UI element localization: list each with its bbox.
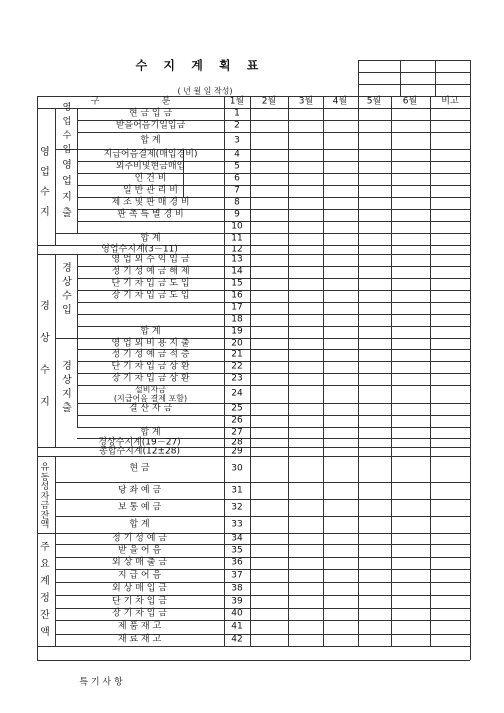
row-number-1: 1: [234, 108, 240, 119]
row-label-42: 재 료 재 고: [117, 634, 162, 645]
grid-line: [288, 96, 289, 646]
row-number-29: 29: [231, 446, 243, 456]
grid-line: [77, 108, 78, 233]
row-label-24: 설비자금 (지급어음 결제 포함): [113, 385, 188, 403]
row-number-39: 39: [231, 596, 243, 606]
grid-line: [77, 314, 470, 315]
row-number-13: 13: [231, 254, 243, 265]
row-label-9: 판 촉 특 별 경 비: [117, 209, 184, 220]
row-label-2: 받을어음기일입금: [115, 120, 186, 131]
row-label-22: 단 기 차 입 금 상 환: [111, 361, 190, 372]
row-number-7: 7: [234, 185, 240, 196]
row-label-1: 현 금 입 금: [128, 108, 173, 119]
row-number-10: 10: [231, 221, 243, 232]
grid-line: [55, 254, 56, 447]
col-gu: 구: [90, 96, 100, 107]
row-number-15: 15: [231, 278, 243, 289]
row-number-21: 21: [231, 349, 243, 360]
group-operating-income: 영업수입: [62, 103, 72, 155]
grid-line: [358, 60, 470, 61]
group-liquid: 유동성자금잔액: [40, 462, 50, 530]
col-bun: 분: [161, 96, 171, 107]
row-number-35: 35: [231, 545, 243, 555]
grid-line: [358, 72, 470, 73]
special-notes-label: 특 기 사 항: [79, 677, 123, 688]
row-number-32: 32: [231, 502, 243, 512]
row-label-16: 장 기 차 입 금 도 입: [111, 290, 190, 301]
date-line: ( 년 월 일 작성): [177, 86, 233, 96]
row-number-24: 24: [231, 388, 243, 399]
row-label-11: 합 계: [140, 233, 161, 244]
row-number-5: 5: [234, 161, 240, 172]
grid-line: [77, 254, 78, 427]
row-label-33: 합 계: [129, 519, 150, 529]
row-number-16: 16: [231, 290, 243, 301]
grid-line: [470, 60, 471, 96]
row-label-6: 인 건 비: [134, 173, 167, 184]
row-number-12: 12: [231, 244, 243, 254]
row-label-28: 경상수지계(19－27): [98, 437, 181, 447]
row-label-27: 합 계: [140, 427, 161, 437]
col-month-3: 3월: [298, 96, 314, 107]
row-number-31: 31: [231, 485, 243, 495]
grid-line: [358, 96, 359, 646]
row-label-25: 결 산 자 금: [128, 403, 173, 414]
row-label-31: 당 좌 예 금: [117, 485, 162, 495]
row-label-12: 영업수지계(3－11): [101, 244, 178, 254]
grid-line: [55, 482, 470, 483]
row-number-20: 20: [231, 338, 243, 348]
row-label-35: 받 을 어 음: [117, 545, 162, 555]
row-label-5: 외주비및현금매입: [115, 161, 186, 172]
grid-line: [37, 660, 470, 661]
row-label-29: 종합수지계(12±28): [99, 446, 180, 456]
row-label-7: 일 반 관 리 비: [123, 185, 178, 196]
row-label-32: 보 통 예 금: [117, 502, 162, 512]
row-number-30: 30: [231, 463, 243, 474]
row-label-39: 단 기 차 입 금: [112, 596, 167, 606]
row-label-36: 외 상 매 출 금: [112, 557, 167, 568]
group-financial-income: 경상수입: [62, 263, 72, 316]
row-number-41: 41: [231, 621, 243, 632]
grid-line: [55, 456, 56, 646]
row-number-9: 9: [234, 209, 240, 220]
row-label-30: 현 금: [129, 463, 150, 474]
grid-line: [430, 96, 431, 646]
row-label-19: 합 계: [140, 326, 161, 337]
row-label-13: 영 업 외 수 익 입 금: [111, 254, 190, 265]
row-label-20: 영 업 외 비 용 지 출: [111, 338, 190, 348]
grid-line: [77, 221, 470, 222]
row-label-37: 지 급 어 음: [117, 570, 162, 580]
grid-line: [37, 108, 470, 109]
grid-line: [77, 415, 470, 416]
grid-line: [435, 60, 436, 96]
grid-line: [224, 96, 225, 646]
group-financial-expense: 경상지출: [62, 361, 72, 414]
row-label-40: 장 기 차 입 금: [112, 608, 167, 619]
grid-line: [358, 60, 359, 96]
group-operating-expense: 영업지출: [62, 160, 72, 219]
group-major: 주요계정잔액: [40, 542, 50, 638]
grid-line: [55, 233, 470, 234]
grid-line: [37, 646, 470, 647]
row-number-8: 8: [234, 197, 240, 208]
row-label-23: 장 기 차 입 금 상 환: [111, 373, 190, 384]
grid-line: [37, 533, 470, 534]
row-number-6: 6: [234, 173, 240, 184]
row-number-27: 27: [231, 427, 243, 437]
row-label-34: 정 기 성 예 금: [112, 533, 167, 543]
grid-line: [55, 516, 470, 517]
row-number-11: 11: [231, 233, 243, 244]
grid-line: [77, 302, 470, 303]
grid-line: [55, 108, 56, 245]
col-month-4: 4월: [332, 96, 348, 107]
row-number-42: 42: [231, 634, 243, 645]
grid-line: [250, 96, 251, 646]
row-number-40: 40: [231, 608, 243, 619]
row-number-19: 19: [231, 326, 243, 337]
grid-line: [391, 96, 392, 646]
row-number-26: 26: [231, 415, 243, 426]
grid-line: [470, 96, 471, 660]
group-financial: 경상수지: [40, 301, 50, 408]
grid-line: [55, 499, 470, 500]
row-label-15: 단 기 차 입 금 도 입: [111, 278, 190, 289]
row-number-34: 34: [231, 533, 243, 543]
col-remarks: 비고: [441, 96, 459, 107]
row-label-8: 제 조 및 판 매 경 비: [111, 197, 190, 208]
row-label-3: 합 계: [140, 135, 161, 145]
page-title: 수 지 계 획 표: [135, 58, 265, 73]
row-number-23: 23: [231, 373, 243, 384]
col-month-1: 1월: [229, 96, 245, 107]
row-number-17: 17: [231, 302, 243, 313]
grid-line: [77, 326, 470, 327]
row-number-37: 37: [231, 570, 243, 580]
grid-line: [358, 84, 470, 85]
grid-line: [323, 96, 324, 646]
row-label-14: 정 기 성 예 금 해 제: [111, 266, 190, 277]
row-number-14: 14: [231, 266, 243, 277]
row-label-41: 제 품 재 고: [117, 621, 162, 632]
col-month-2: 2월: [261, 96, 277, 107]
row-number-33: 33: [231, 519, 243, 529]
row-number-18: 18: [231, 314, 243, 325]
row-number-36: 36: [231, 557, 243, 568]
row-label-38: 외 상 매 입 금: [112, 583, 167, 593]
group-operating: 영업수지: [40, 147, 50, 218]
col-month-5: 5월: [366, 96, 382, 107]
row-number-22: 22: [231, 361, 243, 372]
row-number-2: 2: [234, 120, 240, 131]
grid-line: [77, 427, 470, 428]
row-number-38: 38: [231, 583, 243, 593]
row-number-28: 28: [231, 437, 243, 447]
grid-line: [77, 132, 470, 133]
col-month-6: 6월: [402, 96, 418, 107]
grid-line: [37, 96, 38, 660]
row-number-25: 25: [231, 403, 243, 414]
grid-line: [400, 60, 401, 96]
row-label-21: 정 기 성 예 금 적 층: [111, 349, 190, 360]
row-number-3: 3: [234, 135, 240, 145]
row-number-4: 4: [234, 149, 240, 160]
row-label-4: 지급어음결제(매입경비): [103, 149, 198, 160]
